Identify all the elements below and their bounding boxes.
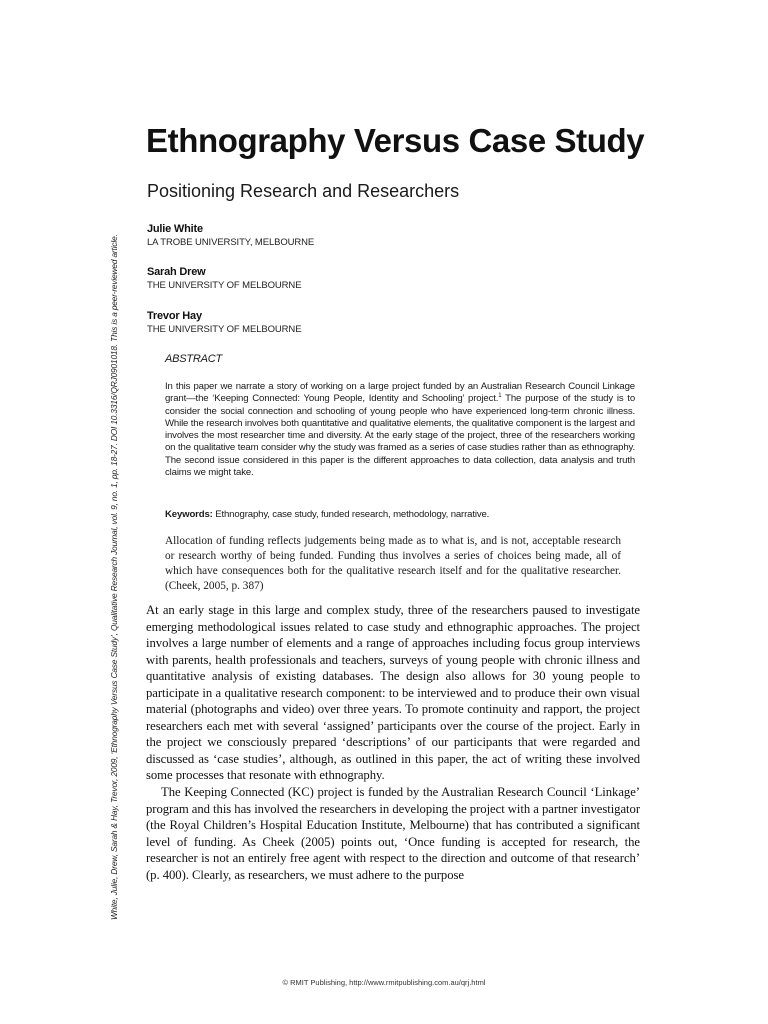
author-name: Trevor Hay bbox=[147, 310, 202, 322]
keywords-text: Ethnography, case study, funded research, methodology, narrative. bbox=[212, 509, 490, 520]
author-affiliation: LA TROBE UNIVERSITY, MELBOURNE bbox=[147, 237, 315, 248]
abstract-heading: ABSTRACT bbox=[165, 353, 223, 365]
page-footer: © RMIT Publishing, http://www.rmitpublishing.com.au/qrj.html bbox=[282, 978, 486, 987]
abstract-text-part1: In this paper we narrate a story of working on a large project funded by an Australian Research Council Linkage grant—the ‘Keeping Connected: Young People, Identity and Schooling’ project. bbox=[165, 381, 635, 405]
body-paragraph: The Keeping Connected (KC) project is funded by the Australian Research Council ‘Linkage’ program and this has involved the researchers in developing the project with a partner investigator (the Royal Children’s Hospital Education Institute, Melbourne) that has contributed a significant level of funding. As Cheek (2005) points out, ‘Once funding is accepted for research, the researcher is not an entirely free agent with respect to the direction and outcome of that research’ (p. 400). Clearly, as researchers, we must adhere to the purpose bbox=[146, 785, 640, 882]
footnote-marker[interactable]: 1 bbox=[498, 393, 502, 400]
abstract-text-part2: The purpose of the study is to consider the social connection and schooling of young people who have experienced long-term chronic illness. While the research involves both quantitative and qualitative elements, the qualitative component is the largest and involves the most researcher time and diversity. At the early stage of the project, three of the researchers working on the qualitative team consider why the study was framed as a series of case studies rather than as ethnography. The second issue considered in this paper is the different approaches to data collection, data analysis and truth claims we might take. bbox=[165, 393, 636, 479]
author-block bbox=[147, 265, 301, 292]
keywords-label: Keywords: bbox=[165, 509, 213, 520]
sidebar-citation: White, Julie, Drew, Sarah & Hay, Trevor, 2009, ‘Ethnography Versus Case Study’, Qualitative Research Journal, vol. 9, no. 1, pp. 18-27. DOI 10.3316/QRJ0901018. This is a peer-reviewed article. bbox=[109, 234, 119, 920]
author-affiliation: THE UNIVERSITY OF MELBOURNE bbox=[147, 280, 302, 291]
page-subtitle: Positioning Research and Researchers bbox=[147, 181, 460, 201]
body-paragraph: At an early stage in this large and complex study, three of the researchers paused to investigate emerging methodological issues related to case study and ethnographic approaches. The project involves a large number of elements and a range of approaches including focus group interviews with parents, health professionals and teachers, surveys of young people with chronic illness and quantitative analysis of existing databases. The design also allows for 30 young people to participate in a qualitative research component: to be interviewed and to produce their own visual material (photographs and video) over three years. To promote continuity and rapport, the project researchers each met with several ‘assigned’ participants over the course of the project. Early in the project we consciously prepared ‘descriptions’ of our participants that were regarded and discussed as ‘case studies’, although, as outlined in this paper, the act of writing these involved some processes that resonate with ethnography. bbox=[146, 603, 640, 783]
author-block bbox=[147, 222, 314, 249]
body-text bbox=[146, 602, 640, 883]
author-block bbox=[147, 309, 301, 336]
keywords bbox=[165, 509, 635, 520]
author-affiliation: THE UNIVERSITY OF MELBOURNE bbox=[147, 324, 302, 335]
author-name: Sarah Drew bbox=[147, 266, 206, 278]
author-name: Julie White bbox=[147, 223, 203, 235]
epigraph-quote: Allocation of funding reflects judgements being made as to what is, and is not, acceptable research or research worthy of being funded. Funding thus involves a series of choices being made, all of which have consequences both for the qualitative research itself and for the qualitative researcher. (Cheek, 2005, p. 387) bbox=[165, 535, 621, 593]
page-title: Ethnography Versus Case Study bbox=[146, 122, 645, 159]
abstract-text bbox=[165, 381, 635, 479]
